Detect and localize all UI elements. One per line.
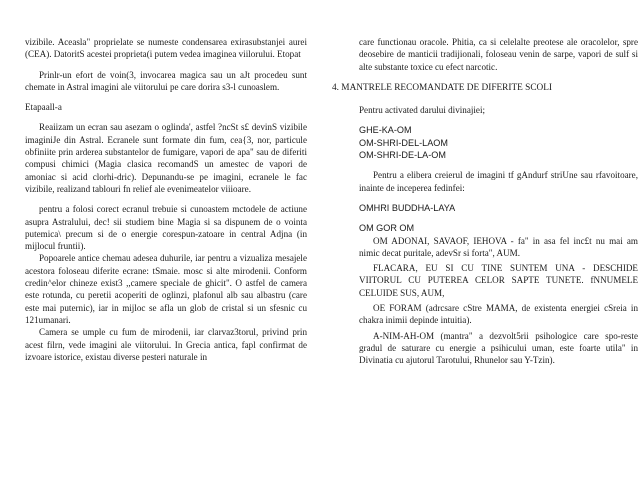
paragraph: Popoarele antice chemau adesea duhurile, iar pentru a vizualiza mesajele acestora foloseau diferite ecrane: tSmaie. mosc si alte mirodenii. Conform credin^elor chineze exist3 ,,camere speciale de ghicit". O astfel de camera este rotunda, cu peretii acoperiti de oglinzi, plafonul alb sau albastru (care este mai puternic), iar in mijloc se afla un glob de cristal si un sfesnic cu 121umanari. [25,253,307,325]
paragraph: Prinlr-un efort de voin(3, invocarea magica sau un aJt procedeu sunt chemate in Astral imagini ale viitorului pe care dorira s3-l cunoaslem. [25,69,307,92]
mantra: GHE-KA-OM [359,125,412,136]
paragraph: care functionau oracole. Phitia, ca si celelalte preotese ale oracolelor, spre deosebire de manticii tradijionali, foloseau venin de sarpe, vapori de sulf si alte substante toxice cu efect narcotic. [359,37,638,72]
mantra: OM-SHRI-DE-LA-OM [359,150,446,161]
paragraph: FLACARA, EU SI CU TINE SUNTEM UNA - DESCHIDE VIITORUL CU PUTEREA CELOR SAPTE TUNETE. fNNUMELE CELUIDE SUS, AUM, [359,263,638,298]
paragraph: vizibile. Aceasla" proprielate se numeste condensarea exirasubstanjei aurei (CEA). DatoritS acestei proprieta(i putem vedea imaginea viilorului. Etopat [25,37,307,60]
paragraph: pentru a folosi corect ecranul trebuie si cunoastem mctodele de actiune asupra Astralului, dec! sii studiem bine Magia si sa dispunem de o vointa putemica\ precum si de o energie corespun-zatoare in central Adjna (in mijlocul fruntii). [25,204,307,252]
paragraph: Reaiizam un ecran sau asezam o oglinda', astfel ?ncSt s£ devinS vizibile imaginiJe din Astral. Ecranele sunt formate din fum, cea{3, nor, particule obfiniite prin arderea substantelor de fumigare, vapori de apa" sau de diferiti compusi chimici (Magia clasica recomandS un amestec de vapori de amoniac si acid clorhi-dric). Depunandu-se pe imagini, ecranele le fac vizibile, realizand tablouri fn relief ale evenimeatelor viiioare. [25,122,307,194]
section-heading: Etapaall-a [25,102,62,113]
intro-text: Pentru activated darului divinajiei; [359,105,486,116]
section-heading: 4. MANTRELE RECOMANDATE DE DIFERITE SCOLI [332,82,553,93]
mantra: OM-SHRI-DEL-LAOM [359,137,448,148]
paragraph: Pentru a elibera creierul de imagini tf gAndurf striUne sau rfavoitoare, inainte de inceperea fedinfei: [359,170,638,193]
mantra: OMHRI BUDDHA-LAYA [359,202,456,213]
paragraph: OE FORAM (adrcsare cStre MAMA, de existenta energiei cSreia in chakra inimii depinde intuitia). [359,303,638,326]
mantra-list [359,124,638,161]
mantra: OM GOR OM [359,223,415,234]
right-column [332,36,638,367]
paragraph: A-NIM-AH-OM (mantra" a dezvolt5rii psihologice care spo-reste gradul de saturare cu energie a psihicului uman, este foarte utila" in Divinatia cu ajutorul Tarotului, Rhunelor sau Y-Tzin). [359,330,638,366]
paragraph: Camera se umple cu fum de mirodenii, iar clarvaz3torul, privind prin acest filrn, vede imagini ale viitorului. In Grecia antica, fapl confirmat de izvoare istorice, existau diverse pesteri naturale in [25,327,307,362]
paragraph: OM ADONAI, SAVAOF, IEHOVA - fa" in asa fel inc£t nu mai am nimic decat puritale, adevSr si forta", AUM. [359,235,638,258]
left-column [25,36,307,363]
